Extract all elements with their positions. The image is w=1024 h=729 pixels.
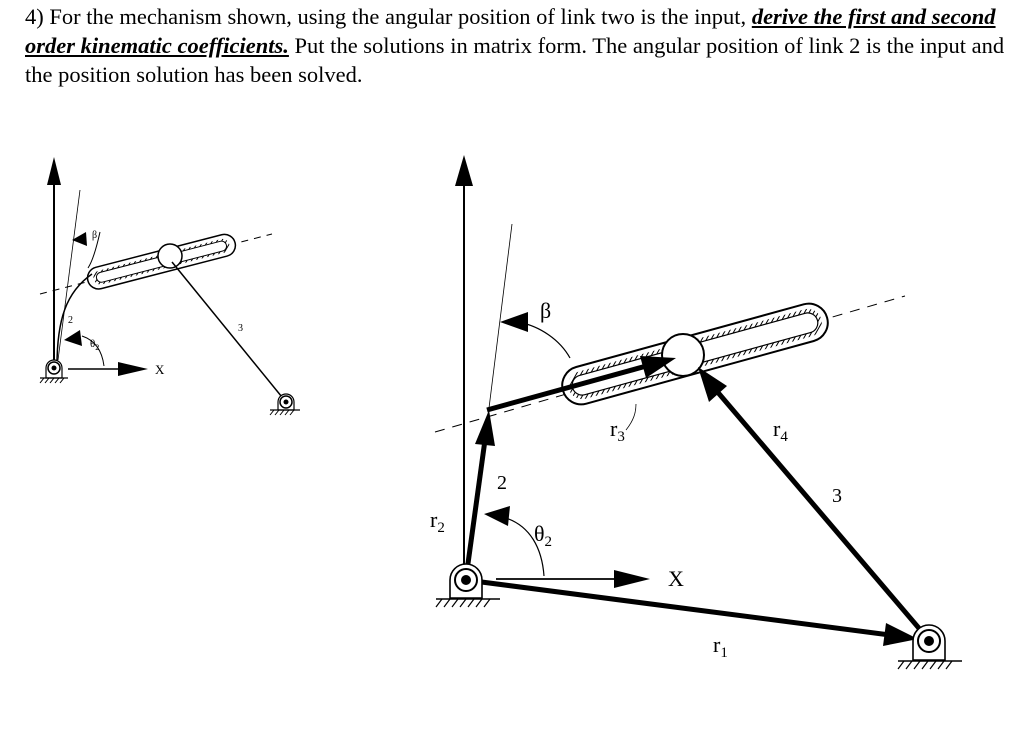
small-slider-pin bbox=[158, 244, 182, 268]
large-beta-label: β bbox=[540, 298, 552, 323]
large-theta-label: $\theta_2$ bbox=[534, 521, 553, 550]
small-ground-pivot-left bbox=[40, 360, 68, 383]
small-y-axis-arrowhead bbox=[47, 157, 61, 185]
large-r1-label: $r_1$ bbox=[713, 632, 728, 661]
large-beta-arrowhead bbox=[500, 312, 528, 332]
problem-text-intro: 4) For the mechanism shown, using the angular position of link two is the input, bbox=[25, 4, 752, 29]
problem-text-rest: Put the solutions in matrix form. The angular position of link 2 is the input and the position solution has been solved. bbox=[25, 33, 1005, 87]
large-y-axis-arrowhead bbox=[455, 155, 473, 186]
small-link-3 bbox=[172, 262, 286, 402]
small-link-2 bbox=[57, 274, 92, 366]
small-theta-label: $\theta_2$ bbox=[90, 338, 100, 352]
large-r3-leader bbox=[626, 404, 636, 430]
small-mechanism bbox=[40, 157, 300, 415]
large-theta-arrowhead bbox=[484, 506, 510, 526]
large-r4-label: $r_4$ bbox=[773, 416, 788, 445]
small-link-2-label: 2 bbox=[68, 315, 73, 326]
large-r2-label: $r_2$ bbox=[430, 507, 445, 536]
large-ground-pivot-right bbox=[898, 625, 962, 669]
small-link-3-label: 3 bbox=[238, 323, 243, 334]
small-x-axis-arrowhead bbox=[118, 362, 148, 376]
large-x-label: X bbox=[668, 566, 684, 591]
small-beta-label: β bbox=[92, 230, 98, 241]
large-link-2-label: 2 bbox=[497, 472, 507, 494]
large-x-axis-arrowhead bbox=[614, 570, 650, 588]
large-r4-vector bbox=[715, 389, 929, 640]
small-ground-pivot-right bbox=[270, 394, 300, 415]
large-slider-pin bbox=[662, 334, 704, 376]
large-r3-label: $r_3$ bbox=[610, 416, 625, 445]
problem-emphasis: derive the first and second order kinematic coefficients. bbox=[25, 4, 996, 58]
large-r2-vector bbox=[466, 440, 485, 578]
large-mechanism bbox=[430, 155, 962, 669]
small-x-label: X bbox=[155, 362, 165, 377]
small-theta-arrowhead bbox=[64, 330, 82, 346]
large-link-3-label: 3 bbox=[832, 485, 842, 507]
